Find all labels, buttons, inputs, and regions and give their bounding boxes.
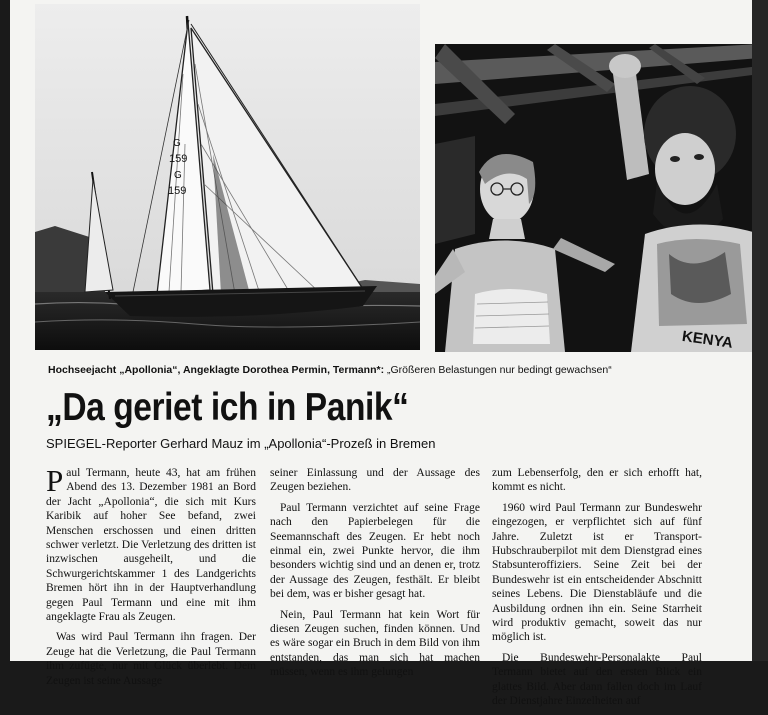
paragraph: Die Bundeswehr-Personalakte Paul Termann bietet auf den ersten Blick ein glattes Bild. Aber dann fallen doch im Lauf der Dienstjahre Einzelheiten auf — [492, 651, 702, 708]
paragraph: Paul Termann, heute 43, hat am frühen Abend des 13. Dezember 1981 an Bord der Jacht „Apollonia“, die sich mit Kurs Karibik auf hoher See befand, zwei Menschen erschossen und einen dritten schwer verletzt. Die Verletzung des dritten ist inzwischen ausgeheilt, und die Schwurgerichtskammer 1 des Landgerichts Bremen hört ihn in der Hauptverhandlung gegen Paul Termann und eine mit ihm angeklagte Frau als Zeugen. — [46, 463, 256, 624]
drop-cap: P — [46, 463, 64, 498]
sail-mark: G — [174, 170, 182, 181]
yacht-photo — [35, 4, 420, 350]
paragraph: Paul Termann verzichtet auf seine Frage nach den Papierbelegen für die Seemannschaft des Zeugen. Er hebt noch einmal ein, zwei Punkte hervor, die ihm besonders wichtig sind und an denen er, trotz der Aussage des Zeugen, festhält. Er bleibt bei dem, was er bisher gesagt hat. — [270, 501, 480, 601]
paragraph: 1960 wird Paul Termann zur Bundeswehr eingezogen, er verpflichtet sich auf fünf Jahre. Zuletzt ist er Transport-Hubschrauberpilot mit dem Dienstgrad eines Stabsunteroffiziers. Seine Zeit bei der Bundeswehr ist ein entscheidender Abschnitt seines Lebens. Die Dienstabläufe und die Ausbildung ordnen ihn ein. Seine Starrheit wird produktiv gemacht, soweit das nur möglich ist. — [492, 501, 702, 644]
paragraph: seiner Einlassung und der Aussage des Zeugen beziehen. — [270, 467, 480, 494]
sail-mark: 159 — [168, 185, 187, 197]
defendants-photo — [435, 44, 760, 352]
sail-mark: 159 — [169, 153, 188, 165]
article-subline: SPIEGEL-Reporter Gerhard Mauz im „Apollonia“-Prozeß in Bremen — [46, 436, 436, 451]
paragraph: Was wird Paul Termann ihn fragen. Der Zeuge hat die Verletzung, die Paul Termann ihm zufügte, nur mit Glück überlebt. Dem Zeugen ist seine Aussage — [46, 631, 256, 687]
newspaper-page — [10, 0, 752, 708]
text-column-1 — [46, 463, 256, 694]
paragraph: Nein, Paul Termann hat kein Wort für diesen Zeugen suchen, finden können. Und es wäre sogar ein Bruch in dem Bild von ihm entstanden, das man sich hat machen müssen, wenn es ihm gelungen — [270, 608, 480, 679]
sail-mark: G — [173, 138, 181, 149]
page-edge — [752, 0, 768, 661]
paragraph: zum Lebenserfolg, den er sich erhofft hat, kommt es nicht. — [492, 467, 702, 494]
caption-bold: Hochseejacht „Apollonia“, Angeklagte Dorothea Permin, Termann*: — [48, 364, 385, 376]
text-column-3 — [492, 466, 702, 715]
shirt-text: KENYA — [680, 327, 734, 352]
photo-caption — [48, 364, 748, 376]
text-column-2 — [270, 466, 480, 686]
article-headline: „Da geriet ich in Panik“ — [46, 386, 409, 429]
caption-quote: „Größeren Belastungen nur bedingt gewachsen“ — [386, 364, 612, 376]
